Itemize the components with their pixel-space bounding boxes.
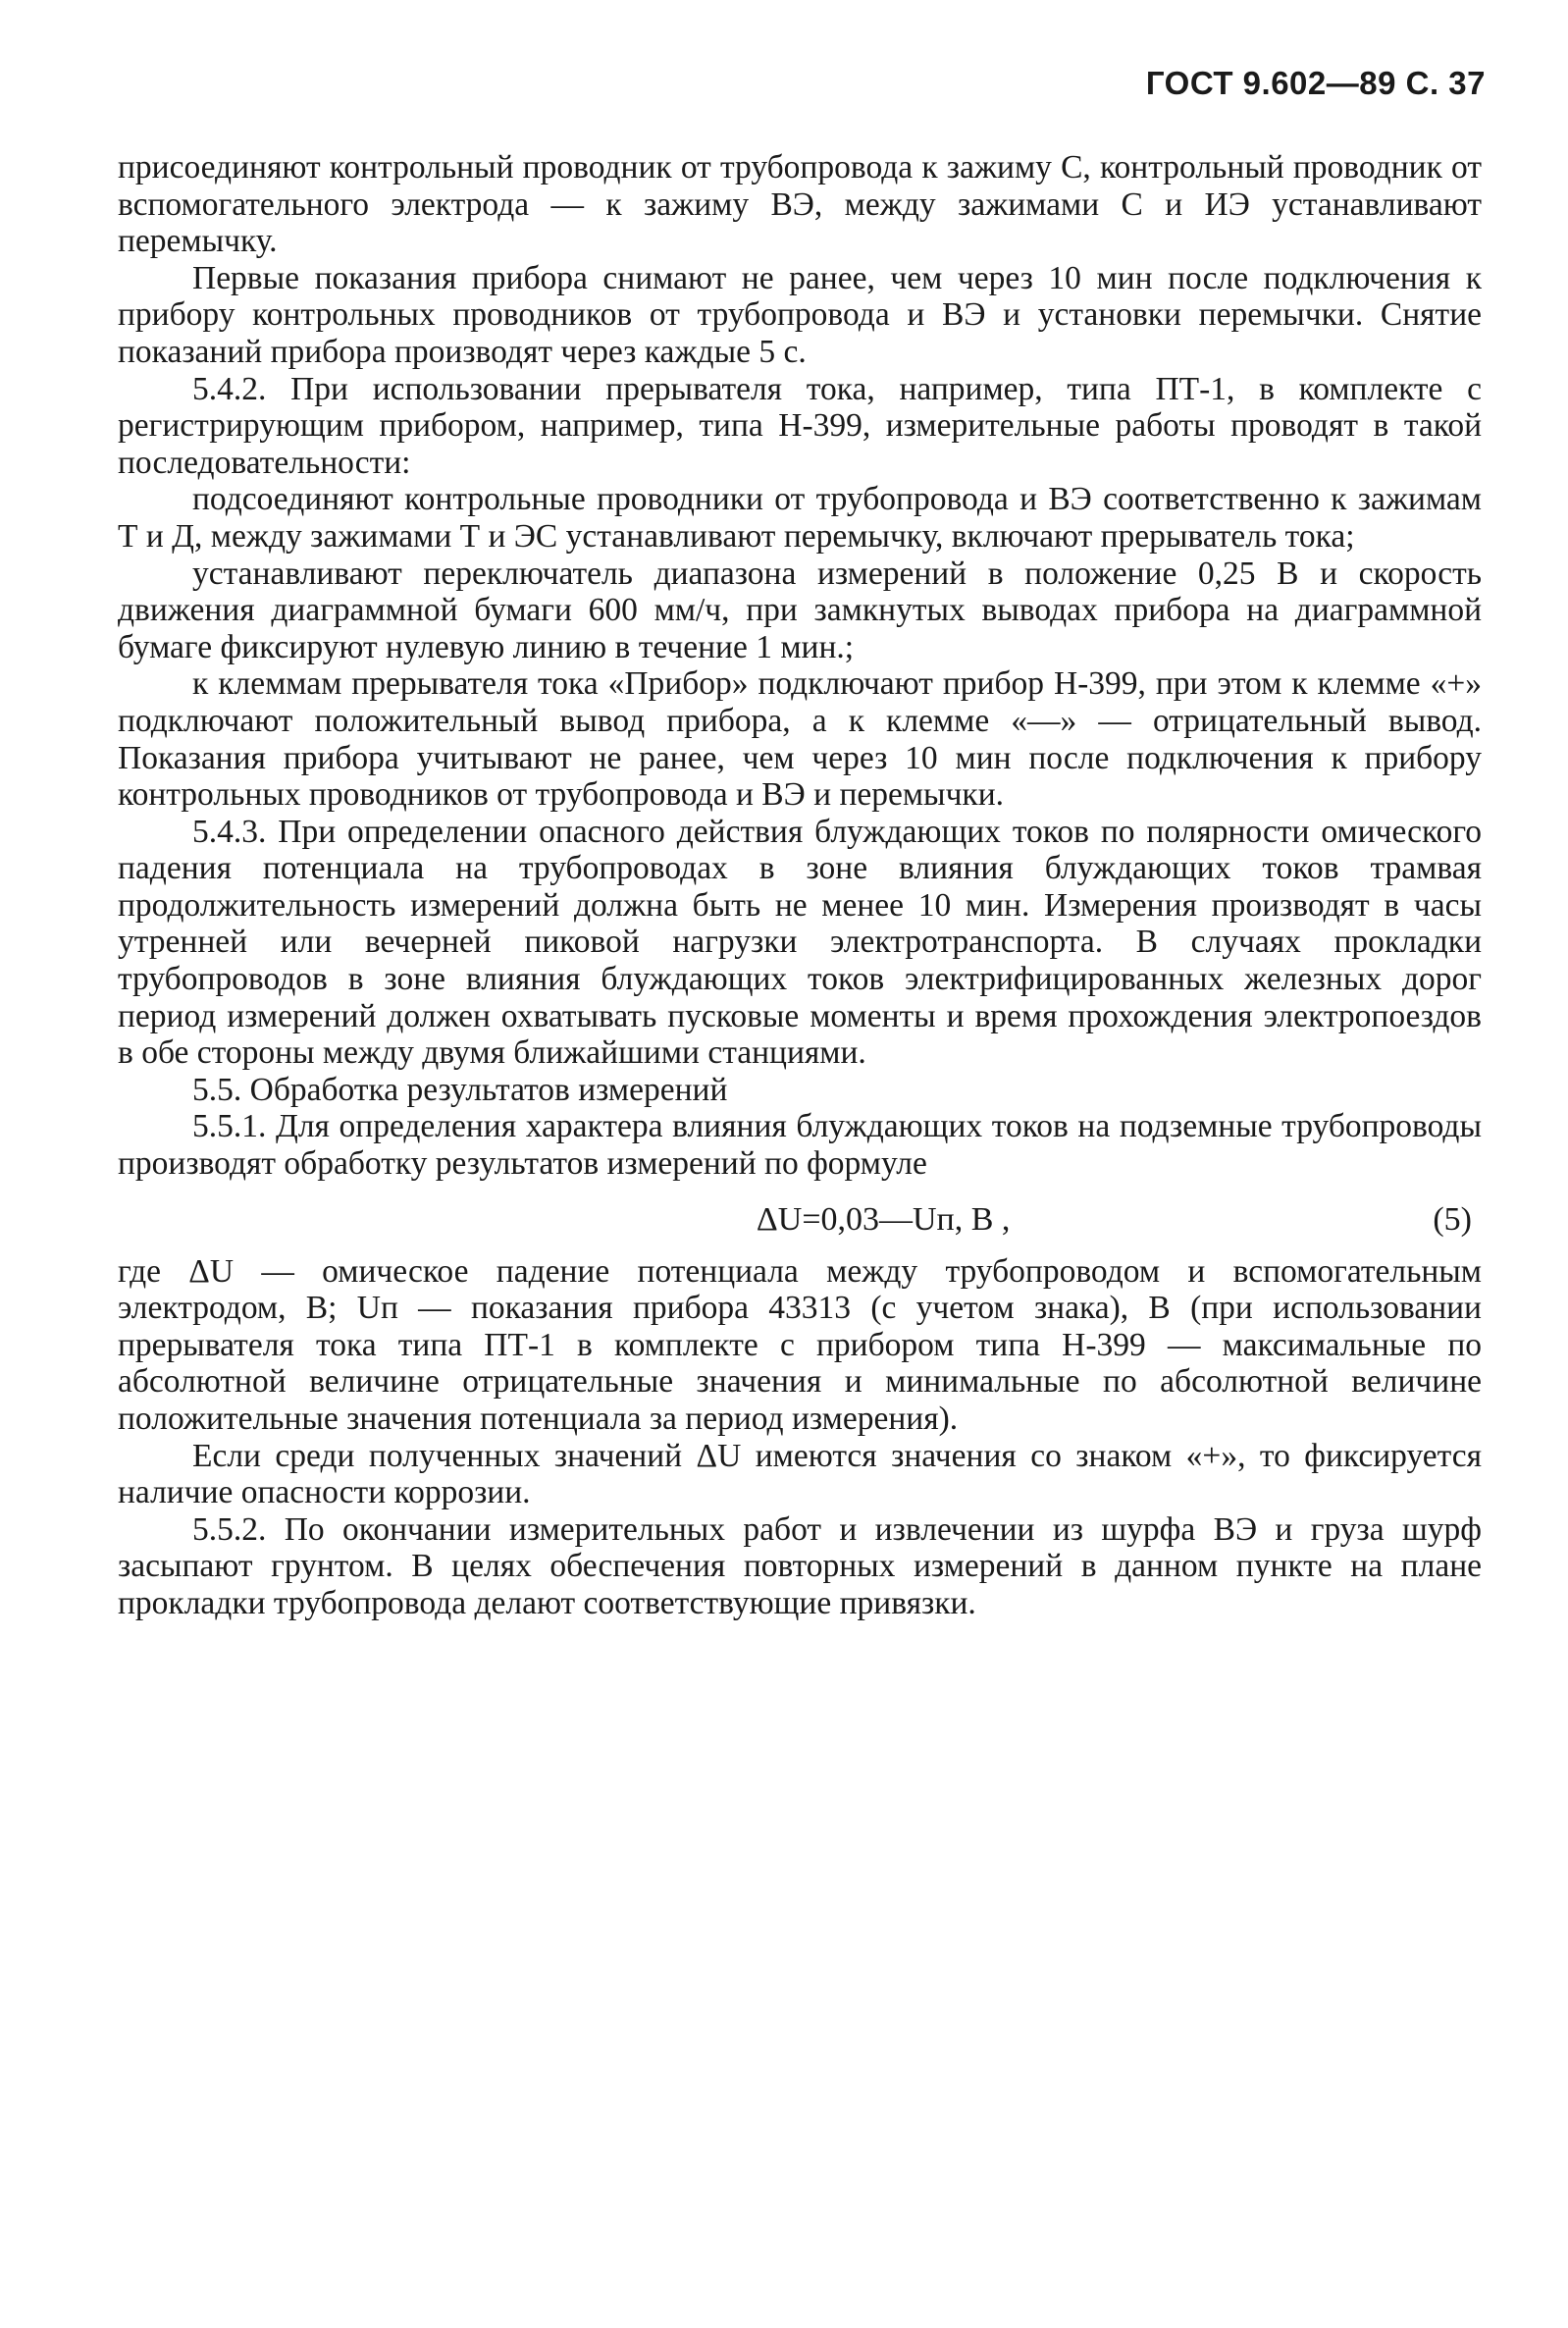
paragraph-corrosion-danger: Если среди полученных значений ΔU имеются значения со знаком «+», то фиксируется наличие опасности коррозии.	[118, 1437, 1482, 1511]
paragraph-step-connect: подсоединяют контрольные проводники от трубопровода и ВЭ соответственно к зажимам Т и Д, между зажимами Т и ЭС устанавливают перемычку, включают прерыватель тока;	[118, 481, 1482, 555]
paragraph-step-terminals: к клеммам прерывателя тока «Прибор» подключают прибор Н-399, при этом к клемме «+» подключают положительный вывод прибора, а к клемме «—» — отрицательный вывод. Показания прибора учитывают не ранее, чем через 10 мин после подключения к прибору контрольных проводников от трубопровода и ВЭ и перемычки.	[118, 665, 1482, 814]
page-header: ГОСТ 9.602—89 С. 37	[1145, 65, 1486, 101]
paragraph-5-4-3: 5.4.3. При определении опасного действия блуждающих токов по полярности омического падения потенциала на трубопроводах в зоне влияния блуждающих токов трамвая продолжительность измерений должна быть не менее 10 мин. Измерения производят в часы утренней или вечерней пиковой нагрузки электротранспорта. В случаях прокладки трубопроводов в зоне влияния блуждающих токов электрифицированных железных дорог период измерений должен охватывать пусковые моменты и время прохождения электропоездов в обе стороны между двумя ближайшими станциями.	[118, 813, 1482, 1072]
paragraph-5-5-2: 5.5.2. По окончании измерительных работ и извлечении из шурфа ВЭ и груза шурф засыпают грунтом. В целях обеспечения повторных измерений в данном пункте на плане прокладки трубопровода делают соответствующие привязки.	[118, 1510, 1482, 1621]
formula: ΔU=0,03—Uп, В ,	[756, 1200, 1011, 1238]
paragraph-step-range: устанавливают переключатель диапазона измерений в положение 0,25 В и скорость движения диаграммной бумаги 600 мм/ч, при замкнутых выводах прибора на диаграммной бумаге фиксируют нулевую линию в течение 1 мин.;	[118, 555, 1482, 665]
document-body	[118, 149, 1482, 1622]
formula-number: (5)	[1433, 1200, 1472, 1238]
paragraph-5-5-1: 5.5.1. Для определения характера влияния блуждающих токов на подземные трубопроводы производят обработку результатов измерений по формуле	[118, 1108, 1482, 1183]
formula-row	[118, 1200, 1482, 1240]
paragraph-first-readings: Первые показания прибора снимают не ранее, чем через 10 мин после подключения к прибору контрольных проводников от трубопровода и ВЭ и установки перемычки. Снятие показаний прибора производят через каждые 5 с.	[118, 259, 1482, 370]
paragraph-definitions: где ΔU — омическое падение потенциала между трубопроводом и вспомогательным электродом, В; Uп — показания прибора 43313 (с учетом знака), В (при использовании прерывателя тока типа ПТ-1 в комплекте с прибором типа Н-399 — максимальные по абсолютной величине отрицательные значения и минимальные по абсолютной величине положительные значения потенциала за период измерения).	[118, 1252, 1482, 1437]
section-heading-5-5: 5.5. Обработка результатов измерений	[192, 1071, 728, 1108]
paragraph-continuation: присоединяют контрольный проводник от трубопровода к зажиму С, контрольный проводник от вспомогательного электрода — к зажиму ВЭ, между зажимами С и ИЭ устанавливают перемычку.	[118, 149, 1482, 260]
paragraph-5-4-2: 5.4.2. При использовании прерывателя тока, например, типа ПТ-1, в комплекте с регистрирующим прибором, например, типа Н-399, измерительные работы проводят в такой последовательности:	[118, 370, 1482, 481]
